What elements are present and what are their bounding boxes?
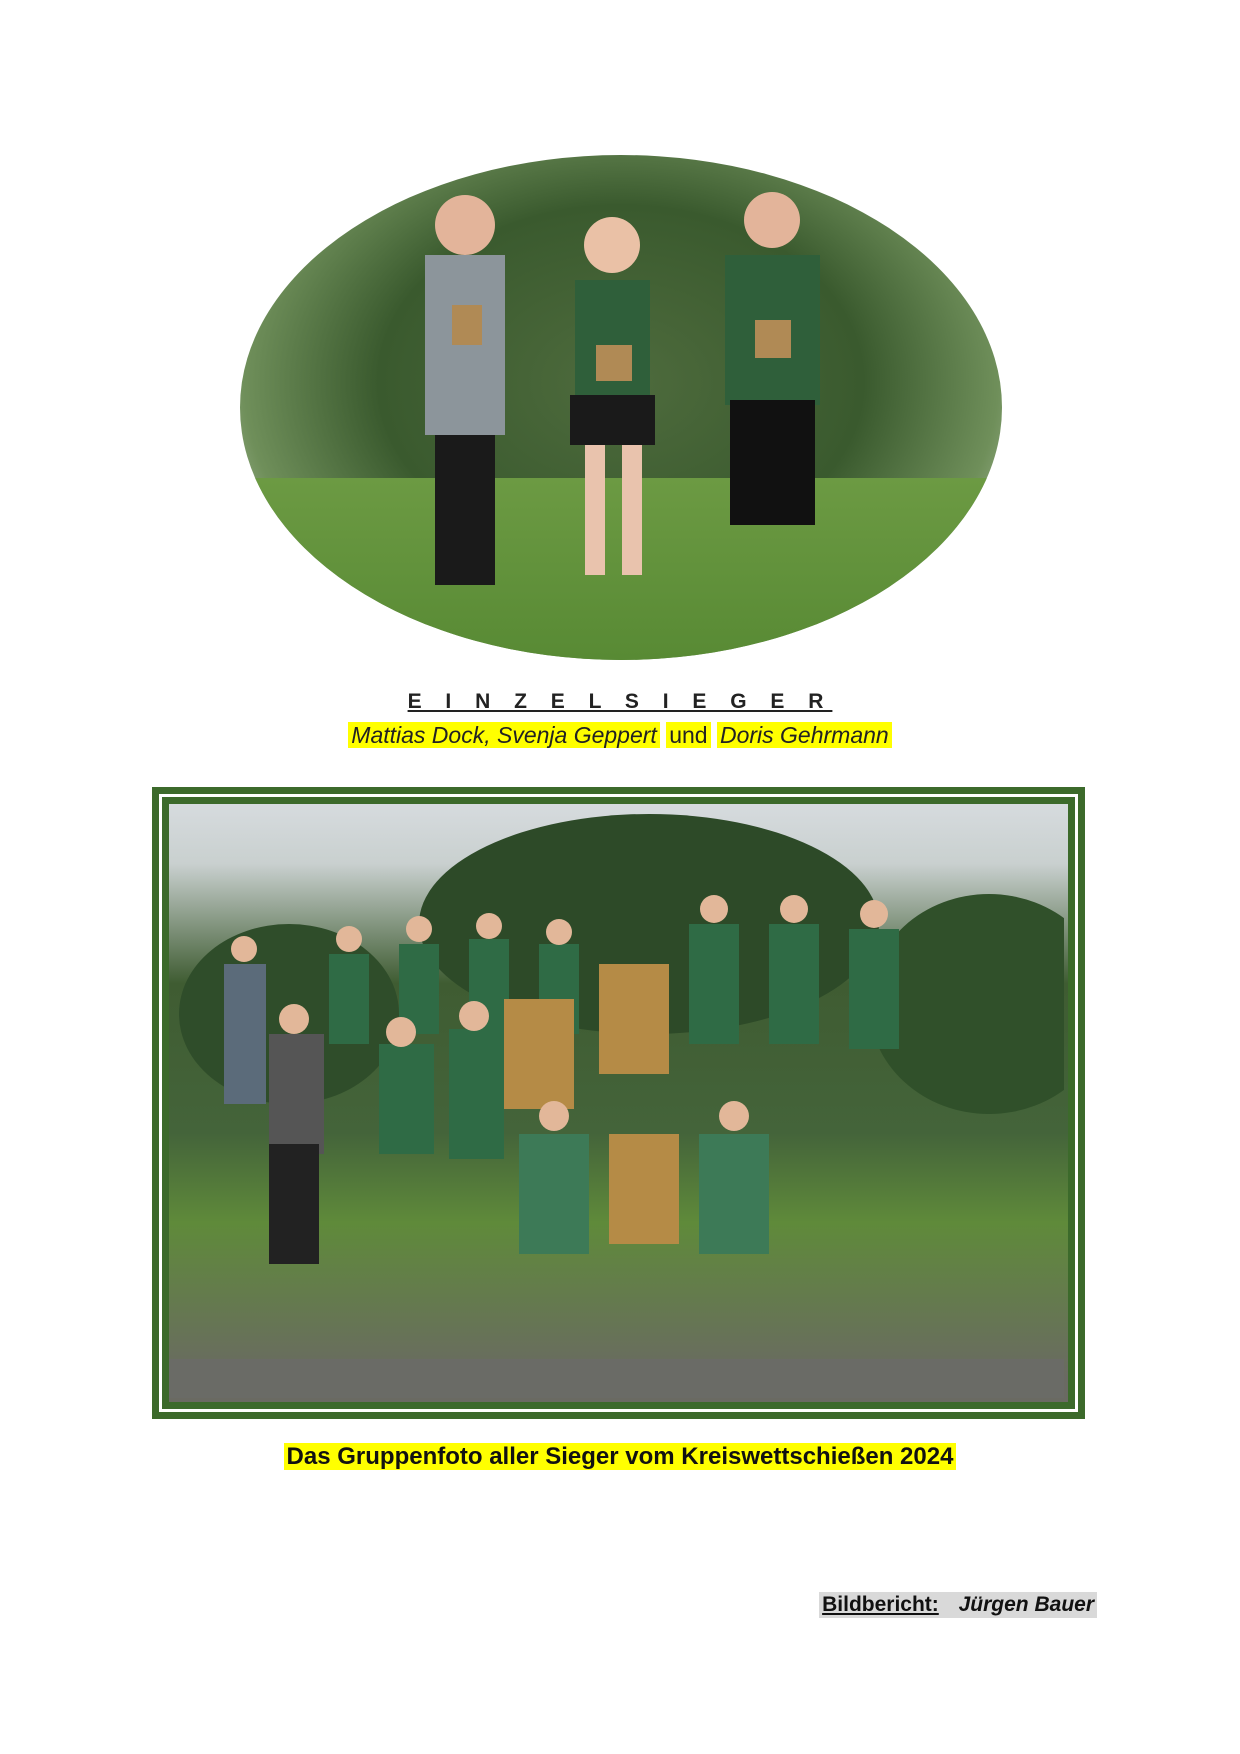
einzelsieger-heading: E I N Z E L S I E G E R	[407, 690, 833, 713]
photo-credit	[819, 1592, 1097, 1618]
winners-names-und: und	[666, 722, 710, 748]
winners-names-first: Mattias Dock, Svenja Geppert	[348, 722, 660, 748]
winners-photo	[240, 155, 1002, 660]
group-photo	[169, 804, 1068, 1402]
group-photo-frame	[152, 787, 1085, 1419]
credit-name: Jürgen Bauer	[958, 1593, 1094, 1616]
winners-names-last: Doris Gehrmann	[717, 722, 892, 748]
group-photo-caption: Das Gruppenfoto aller Sieger vom Kreiswettschießen 2024	[284, 1443, 957, 1470]
credit-label: Bildbericht:	[822, 1593, 939, 1616]
